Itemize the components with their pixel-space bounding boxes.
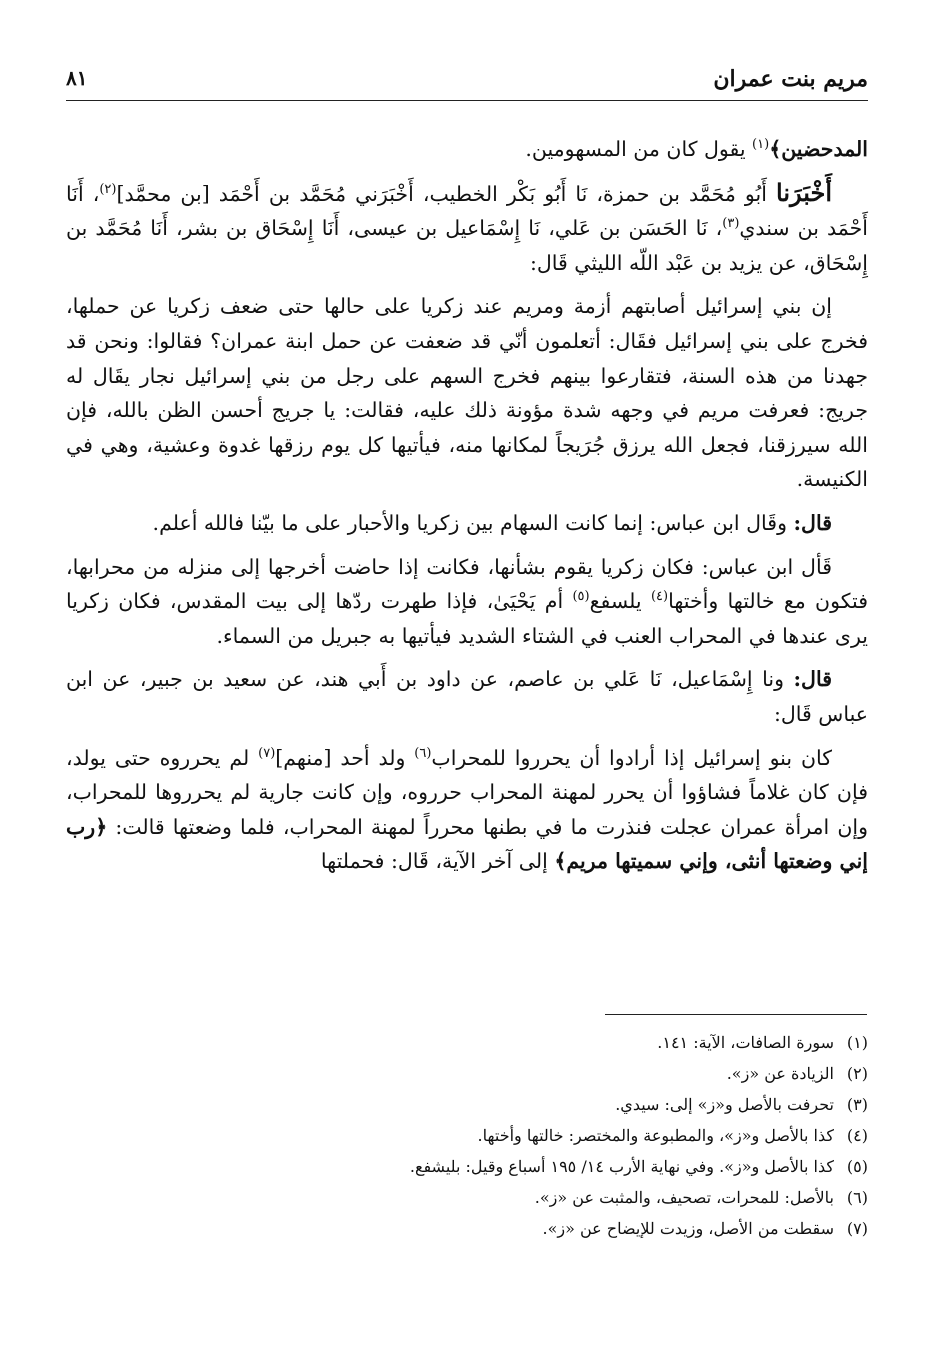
paragraph-7: [66, 741, 868, 879]
footnote: [66, 1089, 868, 1120]
paragraph-text: ونا إِسْمَاعيل، نَا عَلي بن عاصم، عن داود بن أَبي هند، عن سعيد بن جبير، عن ابن عباس قَال:: [66, 667, 868, 726]
footnote-ref: (٣): [722, 216, 740, 232]
footnote-text: تحرفت بالأصل و«ز» إلى: سيدي.: [615, 1095, 834, 1114]
footnote-ref: (٧): [258, 745, 276, 761]
isnad-lead: أَخْبَرَنا: [776, 177, 832, 207]
footnote-ref: (١): [752, 137, 770, 153]
footnote-number: (١): [846, 1033, 868, 1052]
paragraph-text: إلى آخر الآية، قَال: فحملتها: [320, 849, 555, 874]
footnote: [66, 1027, 868, 1058]
footnote-ref: (٥): [572, 589, 590, 605]
footnote: [66, 1151, 868, 1182]
paragraph-6: [66, 662, 868, 731]
footnote-ref: (٢): [99, 181, 117, 197]
quran-quote: ﴿رب إني وضعتها أنثى، وإني سميتها مريم﴾: [66, 814, 868, 874]
footnote-text: الزيادة عن «ز».: [726, 1064, 834, 1083]
paragraph-text: يلسفع: [589, 589, 651, 614]
paragraph-text: إن بني إسرائيل أصابتهم أزمة ومريم عند زكريا على حالها حتى ضعف زكريا عن حملها، فخرج على بني إسرائيل فقَال: أتعلمون أنّي قد ضعفت عن حمل ابنة عمران؟ فقالوا: ونحن قد جهدنا من هذه السنة، فتقارعوا بينهم فخرج السهم على رجل من بني إسرائيل نجار يقَال له جريج: فعرفت مريم في وجهه شدة مؤونة ذلك عليه، فقالت: يا جريج أحسن الظن بالله، فإن الله سيرزقنا، فجعل الله يرزق جُرَيجاً لمكانها منه، فيأتيها كل يوم رزقها غدوة وعشية، وهي في الكنيسة.: [66, 294, 868, 492]
paragraph-text: أَبُو مُحَمَّد بن حمزة، نَا أَبُو بَكْر الخطيب، أَخْبَرَني مُحَمَّد بن أَحْمَد [بن محمَّد]: [116, 181, 777, 206]
footnote-number: (٤): [846, 1126, 868, 1145]
footnote-number: (٧): [846, 1219, 868, 1238]
paragraph-text: ، أَنَا أَحْمَد بن سندي: [66, 181, 868, 241]
paragraph-text: أم يَحْيَىٰ، فإذا طهرت ردّها إلى بيت المقدس، فكان زكريا يرى عندها في المحراب العنب في الشتاء الشديد فيأتيها به جبريل من السماء.: [66, 589, 868, 648]
footnote-text: كذا بالأصل و«ز». وفي نهاية الأرب ١٤/ ١٩٥ أسباع وقيل: بليشفع.: [409, 1157, 834, 1176]
page-number: ٨١: [66, 66, 88, 90]
paragraph-text: يقول كان من المسهومين.: [525, 137, 753, 161]
footnote-text: سورة الصافات، الآية: ١٤١.: [657, 1033, 834, 1052]
footnotes: [66, 1027, 868, 1244]
paragraph-5: [66, 550, 868, 654]
qala-label: قال:: [793, 667, 832, 692]
footnote-number: (٣): [846, 1095, 868, 1114]
footnote-number: (٢): [846, 1064, 868, 1083]
footnote-divider: [605, 1014, 867, 1015]
footnote: [66, 1058, 868, 1089]
footnote-ref: (٤): [650, 589, 669, 605]
paragraph-3: [66, 289, 868, 497]
verse-end: المدحضين﴾: [769, 137, 868, 161]
footnote-text: كذا بالأصل و«ز»، والمطبوعة والمختصر: خالتها وأختها.: [477, 1126, 834, 1145]
footnote-text: سقطت من الأصل، وزيدت للإيضاح عن «ز».: [542, 1219, 834, 1238]
page-header: [66, 62, 868, 101]
paragraph-1: [66, 132, 868, 167]
paragraph-text: كان بنو إسرائيل إذا أرادوا أن يحرروا للمحراب: [431, 745, 833, 770]
footnote: [66, 1182, 868, 1213]
footnote: [66, 1120, 868, 1151]
paragraph-4: [66, 506, 868, 541]
paragraph-text: ، نَا الحَسَن بن عَلي، نَا إِسْمَاعيل بن عيسى، أَنَا إِسْحَاق بن بشر، أَنَا مُحَمَّد بن إِسْحَاق، عن يزيد بن عَبْد اللّه الليثي قَال:: [66, 216, 868, 275]
paragraph-text: قَأل ابن عباس: فكان زكريا يقوم بشأنها، فكانت إذا حاضت أخرجها إلى منزله من محرابها، فتكون مع خالتها وأختها: [66, 554, 868, 614]
paragraph-2: [66, 176, 868, 281]
running-title: مريم بنت عمران: [713, 66, 868, 92]
footnote-number: (٥): [846, 1157, 868, 1176]
main-text: [66, 132, 868, 888]
footnote: [66, 1213, 868, 1244]
paragraph-text: وقَال ابن عباس: إنما كانت السهام بين زكريا والأحبار على ما بيّنا فالله أعلم.: [152, 510, 794, 535]
paragraph-text: ولد أحد [منهم]: [275, 745, 415, 770]
footnote-number: (٦): [846, 1188, 868, 1207]
paragraph-text: لم يحرروه حتى يولد، فإن كان غلاماً فشاؤوا أن يحرر لمهنة المحراب حرروه، وإن كانت جارية لم يحرروها للمحراب، وإن امرأة عمران عجلت فنذرت ما في بطنها محرراً لمهنة المحراب، فلما وضعتها قالت:: [66, 745, 868, 839]
footnote-text: بالأصل: للمحرات، تصحيف، والمثبت عن «ز».: [534, 1188, 834, 1207]
qala-label: قال:: [793, 510, 832, 535]
footnote-ref: (٦): [414, 745, 432, 761]
